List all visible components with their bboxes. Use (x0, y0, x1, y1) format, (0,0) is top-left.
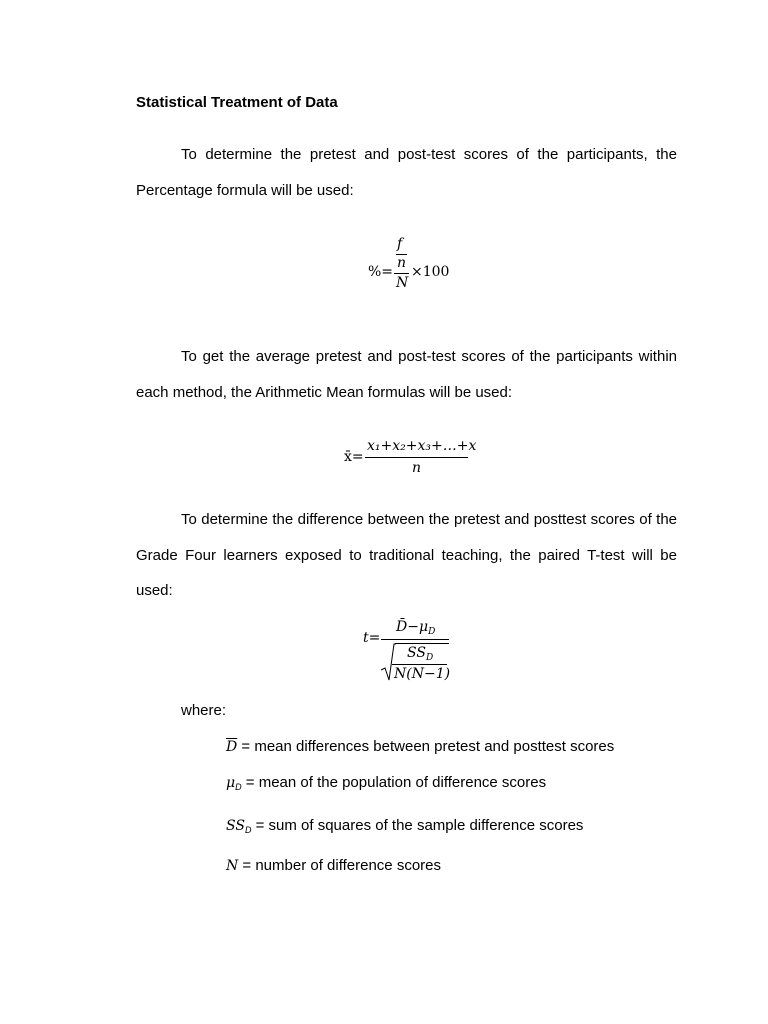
formula-numerator: x₁+x₂+x₃+…+x (367, 438, 477, 454)
symbol-SS: SS (226, 818, 245, 834)
symbol-subscript: D (244, 825, 252, 835)
inner-denominator: N(N−1) (394, 666, 451, 682)
formula-numerator (396, 619, 435, 637)
symbol-D: $\overline{D}$ (226, 739, 238, 755)
numerator-subscript: D (428, 627, 436, 637)
paragraph-text: To determine the difference between the pretest and posttest scores of the Grade Four learners exposed to traditional teaching, the paired T-test will be used: (136, 511, 677, 599)
fraction-bar (381, 639, 449, 640)
definition-mu (226, 774, 546, 792)
definition-text: = mean differences between pretest and posttest scores (237, 738, 615, 755)
inner-numerator-text: SS (407, 645, 426, 661)
paragraph-text: To determine the pretest and post-test scores of the participants, the Percentage formula will be used: (136, 146, 677, 199)
fraction-bar-outer (394, 273, 409, 274)
formula-n: n (397, 255, 407, 271)
definition-text: = mean of the population of difference scores (241, 774, 547, 791)
formula-N: N (396, 275, 409, 291)
inner-numerator (407, 645, 433, 663)
sqrt-bar (395, 643, 449, 644)
definition-SS (226, 817, 583, 835)
formula-f: f (397, 236, 403, 252)
symbol-subscript: D (235, 782, 242, 792)
formula-lhs: t= (363, 630, 381, 646)
formula-times-100: ×100 (411, 264, 450, 280)
symbol-N: N (226, 858, 239, 874)
definition-text: = number of difference scores (238, 857, 441, 874)
definition-text: = sum of squares of the sample difference scores (251, 817, 584, 834)
definition-N (226, 857, 441, 874)
symbol-mu: μ (226, 775, 236, 791)
inner-numerator-subscript: D (425, 653, 434, 663)
formula-lhs: x̄= (344, 449, 364, 465)
paragraph-percentage (136, 137, 677, 208)
formula-denominator: n (412, 460, 422, 476)
where-label: where: (181, 702, 227, 719)
formula-lhs: %= (368, 264, 394, 280)
paragraph-mean (136, 339, 677, 410)
fraction-bar (365, 457, 468, 458)
section-heading: Statistical Treatment of Data (136, 94, 338, 111)
paragraph-text: To get the average pretest and post-test scores of the participants within each method, the Arithmetic Mean formulas will be used: (136, 348, 677, 401)
definition-D (226, 738, 614, 755)
inner-fraction-bar (392, 664, 447, 665)
numerator-text: D̄−μ (396, 619, 429, 635)
paragraph-ttest (136, 502, 677, 609)
